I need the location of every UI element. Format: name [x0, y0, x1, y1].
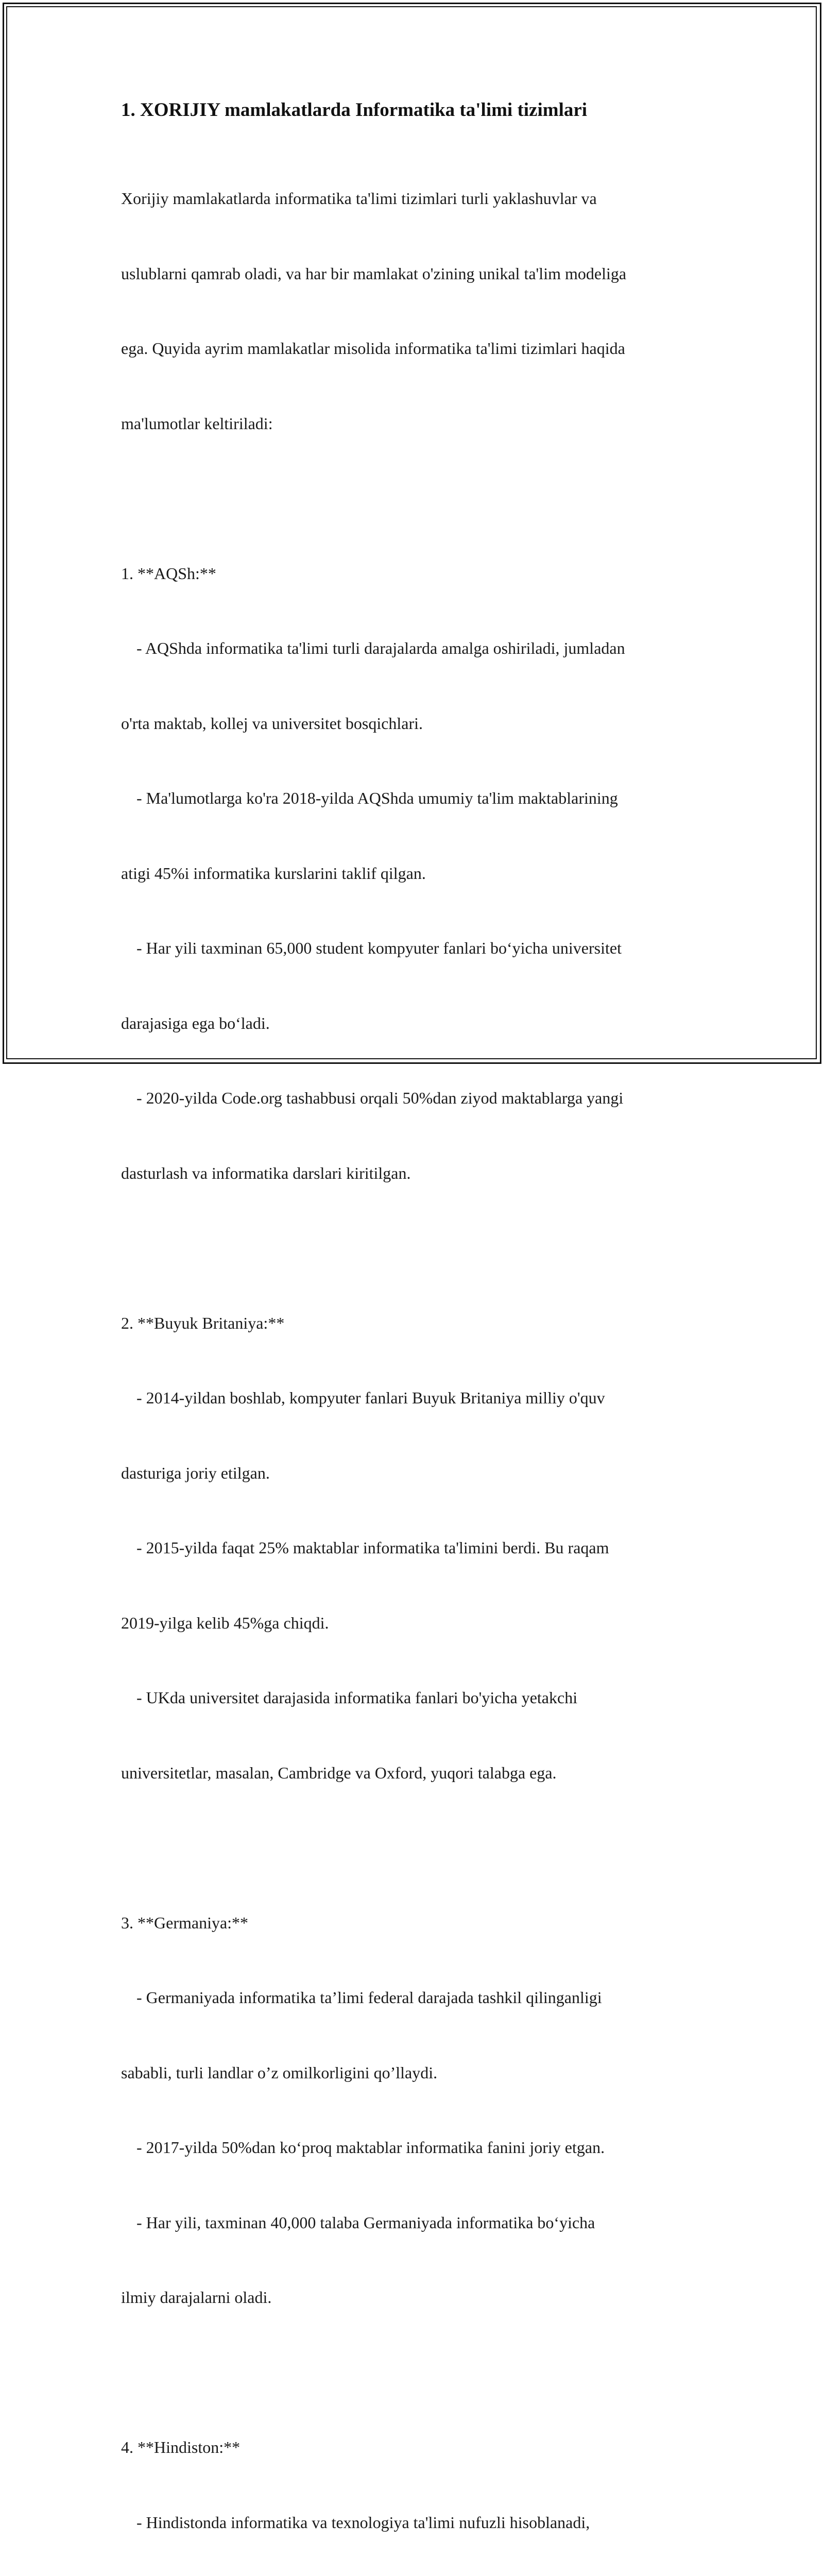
section-uk — [121, 1261, 713, 1836]
list-item-line: dasturlash va informatika darslari kiritilgan. — [121, 1163, 411, 1182]
document-body — [121, 97, 713, 2576]
list-item-line: - AQShda informatika ta'limi turli darajalarda amalga oshiriladi, jumladan — [136, 639, 625, 657]
document-title: 1. XORIJIY mamlakatlarda Informatika ta'limi tizimlari — [121, 99, 588, 121]
list-item-line: sababli, turli landlar o’z omilkorligini qo’llaydi. — [121, 2063, 438, 2082]
list-item-line: - Hindistonda informatika va texnologiya ta'limi nufuzli hisoblanadi, — [136, 2513, 590, 2532]
section-india — [121, 2385, 713, 2576]
list-item-line: universitetlar, masalan, Cambridge va Oxford, yuqori talabga ega. — [121, 1763, 557, 1782]
section-heading: 1. **AQSh:** — [121, 564, 216, 583]
section-usa — [121, 511, 713, 1236]
intro-line: uslublarni qamrab oladi, va har bir mamlakat o'zining unikal ta'lim modeliga — [121, 264, 627, 283]
intro-paragraph — [121, 136, 713, 486]
list-item-line: - Germaniyada informatika ta’limi federal darajada tashkil qilinganligi — [136, 1988, 602, 2007]
list-item-line: o'rta maktab, kollej va universitet bosqichlari. — [121, 714, 423, 733]
section-germany — [121, 1860, 713, 2360]
list-item-line: dasturiga joriy etilgan. — [121, 1463, 270, 1482]
list-item-line: 2019-yilga kelib 45%ga chiqdi. — [121, 1613, 329, 1632]
list-item-line: - 2020-yilda Code.org tashabbusi orqali 50%dan ziyod maktablarga yangi — [136, 1089, 624, 1107]
list-item-line: - Har yili taxminan 65,000 student kompyuter fanlari bo‘yicha universitet — [136, 939, 622, 957]
list-item-line: - Ma'lumotlarga ko'ra 2018-yilda AQShda umumiy ta'lim maktablarining — [136, 789, 618, 807]
intro-line: Xorijiy mamlakatlarda informatika ta'limi tizimlari turli yaklashuvlar va — [121, 189, 597, 208]
list-item-line: darajasiga ega bo‘ladi. — [121, 1013, 270, 1032]
section-heading: 2. **Buyuk Britaniya:** — [121, 1313, 285, 1332]
intro-line: ma'lumotlar keltiriladi: — [121, 414, 273, 433]
list-item-line: - Har yili, taxminan 40,000 talaba Germaniyada informatika bo‘yicha — [136, 2213, 595, 2232]
intro-line: ega. Quyida ayrim mamlakatlar misolida informatika ta'limi tizimlari haqida — [121, 339, 625, 358]
section-heading: 4. **Hindiston:** — [121, 2438, 241, 2456]
list-item-line: - 2017-yilda 50%dan ko‘proq maktablar informatika fanini joriy etgan. — [136, 2138, 605, 2157]
list-item-line: - 2015-yilda faqat 25% maktablar informatika ta'limini berdi. Bu raqam — [136, 1538, 609, 1557]
list-item-line: - UKda universitet darajasida informatika fanlari bo'yicha yetakchi — [136, 1688, 578, 1707]
list-item-line: - 2014-yildan boshlab, kompyuter fanlari Buyuk Britaniya milliy o'quv — [136, 1388, 605, 1407]
list-item-line: atigi 45%i informatika kurslarini taklif qilgan. — [121, 863, 426, 883]
section-heading: 3. **Germaniya:** — [121, 1913, 249, 1932]
list-item-line: ilmiy darajalarni oladi. — [121, 2288, 272, 2307]
